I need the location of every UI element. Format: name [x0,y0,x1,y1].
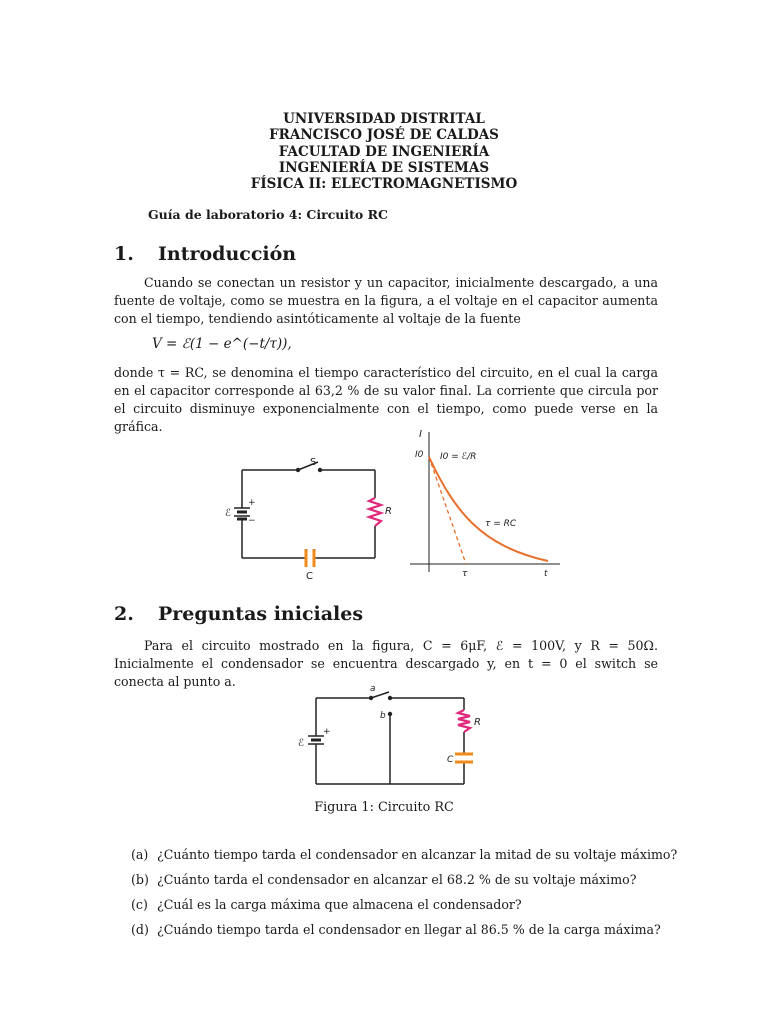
intro-text: Cuando se conectan un resistor y un capacitor, inicialmente descargado, a una fuente de voltaje, como se muestra en la figura, a el voltaje en el capacitor aumenta con el tiempo, tendiendo asintóticamente al voltaje de la fuente [114,275,658,326]
question-label: (d) [131,922,149,937]
guide-title: Guía de laboratorio 4: Circuito RC [148,207,388,222]
question-label: (a) [131,847,149,862]
section-2-title: Preguntas iniciales [158,603,364,625]
rc-circuit-switch-diagram [296,684,496,788]
resistor-label: R [385,506,392,517]
tau-paragraph: donde τ = RC, se denomina el tiempo característico del circuito, en el cual la carga en el capacitor corresponde al 63,2 % de su valor final. La corriente que circula por el circuito disminuye exponencialmente con el tiempo, como puede verse en la gráfica. [114,365,658,434]
voltage-formula: V = ℰ(1 − e^(−t/τ)), [152,336,292,352]
point-b-label: b [380,711,386,721]
question-label: (b) [131,872,149,887]
question-item [131,872,636,887]
emf-label: ℰ [225,508,232,519]
section-1-title: Introducción [158,243,297,265]
question-text: ¿Cuánto tarda el condensador en alcanzar el 68.2 % de su voltaje máximo? [157,872,637,887]
header-program: INGENIERÍA DE SISTEMAS [278,160,490,176]
section-2-paragraph [114,637,658,691]
intro-paragraph [114,274,658,328]
tau-label: τ = RC [485,519,517,529]
question-item [131,922,661,937]
curve-label: I0 = ℰ/R [440,452,477,462]
question-text: ¿Cuánto tiempo tarda el condensador en alcanzar la mitad de su voltaje máximo? [157,847,678,862]
y-tick-label: I0 [415,450,424,460]
resistor-label-2: R [474,717,481,728]
resistor-symbol-2 [458,710,470,732]
section-2-heading [114,603,363,625]
question-label: (c) [131,897,148,912]
current-curve [429,457,548,561]
capacitor-label: C [306,571,313,582]
header-institution: FRANCISCO JOSÉ DE CALDAS [269,127,499,143]
point-a-label: a [370,684,376,694]
resistor-symbol [369,498,381,526]
capacitor-label-2: C [447,755,454,765]
current-decay-graph [405,424,565,584]
header-faculty: FACULTAD DE INGENIERÍA [278,144,490,160]
y-axis-label: I [419,429,422,440]
switch-label: S [310,457,317,468]
question-item [131,847,677,862]
emf-label-2: ℰ [298,738,305,749]
x-tick-label: τ [462,569,468,579]
question-text: ¿Cuál es la carga máxima que almacena el condensador? [157,897,522,912]
header-university: UNIVERSIDAD DISTRITAL [283,111,485,127]
figure-caption: Figura 1: Circuito RC [314,800,454,815]
question-text: ¿Cuándo tiempo tarda el condensador en llegar al 86.5 % de la carga máxima? [157,922,661,937]
section-2-number: 2. [114,603,134,625]
header-course: FÍSICA II: ELECTROMAGNETISMO [250,176,518,192]
question-item [131,897,522,912]
section-1-number: 1. [114,243,134,265]
minus-label: − [248,516,256,526]
section-1-heading [114,243,296,265]
plus-label: + [248,498,256,508]
x-axis-label: t [544,569,548,579]
plus-label-2: + [323,727,331,737]
section-2-text: Para el circuito mostrado en la figura, C = 6μF, ℰ = 100V, y R = 50Ω. Inicialmente el condensador se encuentra descargado y, en t = 0 el switch se conecta al punto a. [114,638,658,689]
rc-circuit-diagram [220,452,400,582]
